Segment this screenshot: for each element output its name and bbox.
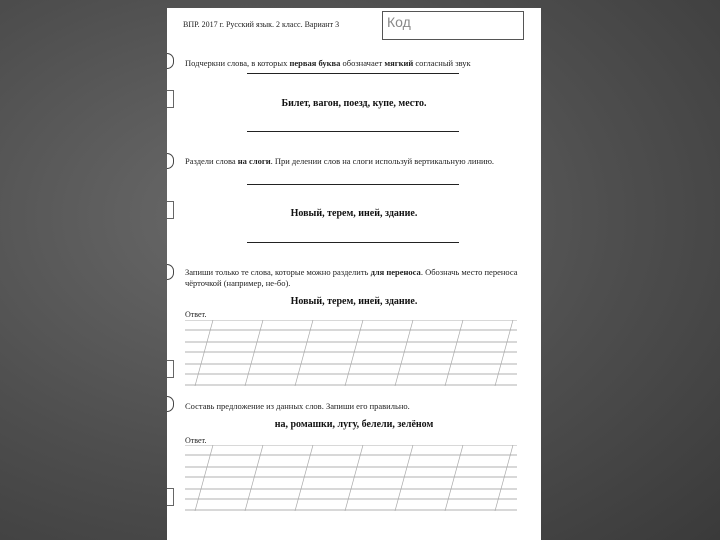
task-3-ruled-area: [185, 320, 517, 386]
task-1-words: Билет, вагон, поезд, купе, место.: [281, 98, 427, 109]
task-2-words: Новый, терем, иней, здание.: [290, 208, 418, 219]
task-1-line-top: [247, 73, 459, 74]
task-1-marker: [167, 53, 174, 69]
task-3-text-end: . Обозначь место переноса чёрточкой (например, не-бо).: [185, 267, 518, 288]
task-2-text-end: . При делении слов на слоги используй вертикальную линию.: [270, 156, 495, 166]
task-3-text: Запиши только те слова, которые можно разделить: [185, 267, 371, 277]
task-1-bold: первая буква: [289, 58, 341, 68]
worksheet-page: [167, 8, 541, 540]
task-1-instruction: [185, 58, 520, 69]
task-4-instruction: Составь предложение из данных слов. Запиши его правильно.: [185, 401, 410, 411]
task-3-bold: для переноса: [370, 267, 421, 277]
task-2-marker: [167, 153, 174, 169]
task-2-line-bottom: [247, 242, 459, 243]
task-2-bold: на слоги: [237, 156, 271, 166]
task-3-words: Новый, терем, иней, здание.: [290, 296, 418, 307]
task-2-instruction: [185, 156, 520, 167]
task-1-line-bottom: [247, 131, 459, 132]
task-3-answer-label: Ответ.: [185, 310, 207, 319]
task-2-text: Раздели слова: [185, 156, 238, 166]
task-4-words: на, ромашки, лугу, белели, зелёном: [274, 419, 434, 430]
task-4-score-box: [167, 488, 174, 506]
task-1-text-middle: обозначает: [340, 58, 385, 68]
task-4-ruled-area: [185, 445, 517, 511]
task-3-marker: [167, 264, 174, 280]
task-4-marker: [167, 396, 174, 412]
page-header: ВПР. 2017 г. Русский язык. 2 класс. Вариант 3: [183, 20, 340, 29]
task-4-answer-label: Ответ.: [185, 436, 207, 445]
task-1-text: Подчеркни слова, в которых: [185, 58, 290, 68]
code-label: Код: [387, 14, 411, 30]
code-box: [382, 11, 524, 40]
task-2-line-top: [247, 184, 459, 185]
task-1-text-end: согласный звук: [413, 58, 471, 68]
task-3-instruction: [185, 267, 520, 289]
task-1-bold-2: мягкий: [384, 58, 414, 68]
task-3-score-box: [167, 360, 174, 378]
